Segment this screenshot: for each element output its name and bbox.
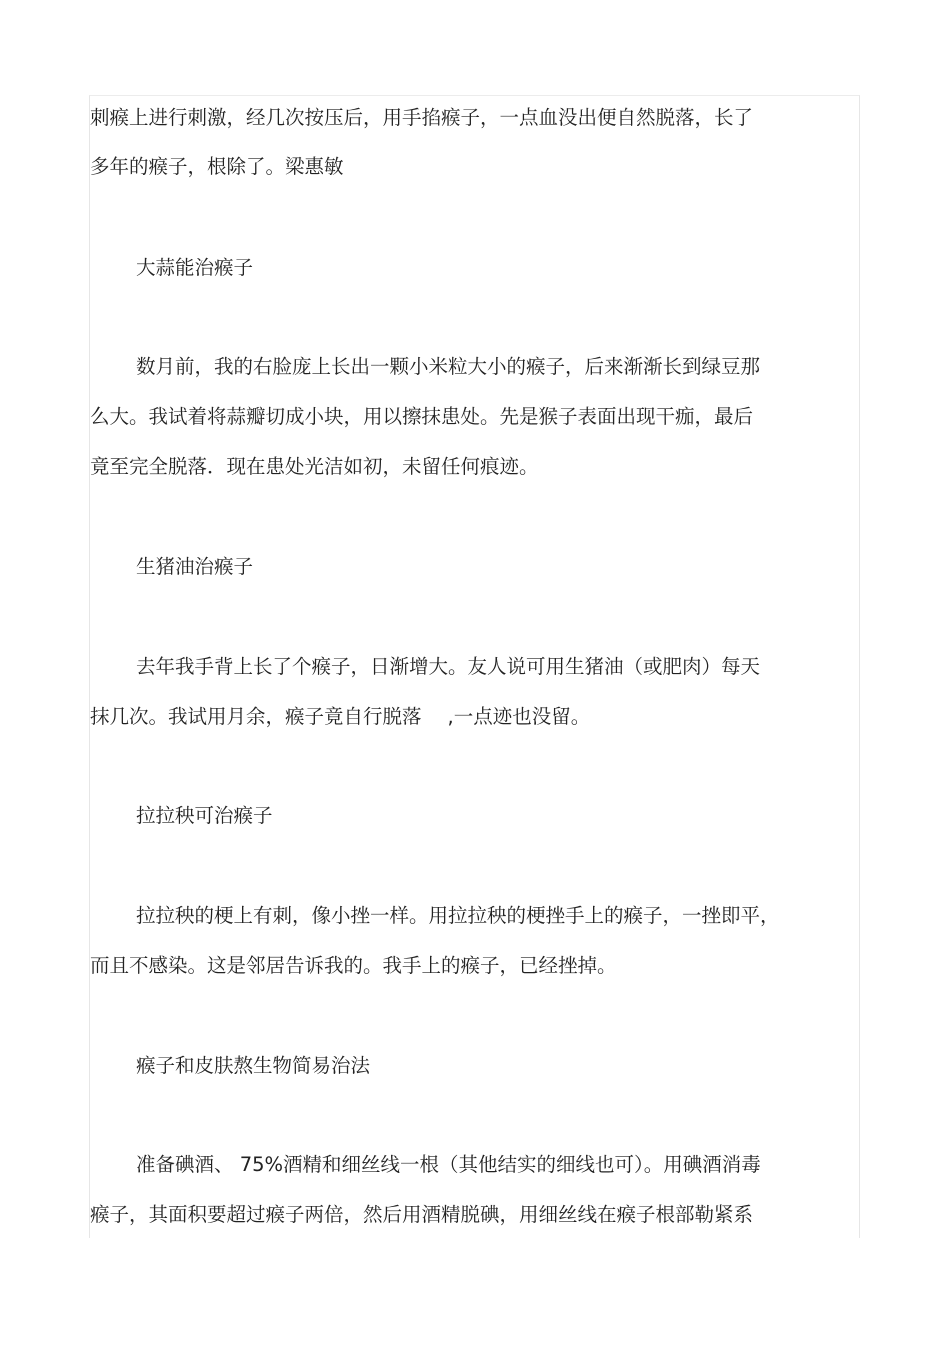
paragraph-line bbox=[90, 705, 590, 729]
paragraph-line: 准备碘酒、 75%酒精和细丝线一根（其他结实的细线也可）。用碘酒消毒 bbox=[136, 1153, 761, 1176]
paragraph-line: 瘊子，其面积要超过瘊子两倍，然后用酒精脱碘，用细丝线在瘊子根部勒紧系 bbox=[90, 1203, 754, 1226]
section-heading: 拉拉秧可治瘊子 bbox=[136, 804, 273, 827]
paragraph-fragment: ,一点迹也没留。 bbox=[447, 705, 591, 728]
paragraph-line: 么大。我试着将蒜瓣切成小块，用以擦抹患处。先是猴子表面出现干痂，最后 bbox=[90, 405, 754, 428]
paragraph-line: 竟至完全脱落．现在患处光洁如初，未留任何痕迹。 bbox=[90, 455, 539, 478]
paragraph-line: 去年我手背上长了个瘊子，日渐增大。友人说可用生猪油（或肥肉）每天 bbox=[136, 655, 761, 678]
paragraph-line: 多年的瘊子，根除了。梁惠敏 bbox=[90, 155, 344, 178]
section-heading: 生猪油治瘊子 bbox=[136, 555, 254, 578]
paragraph-line: 拉拉秧的梗上有刺，像小挫一样。用拉拉秧的梗挫手上的瘊子，一挫即平， bbox=[136, 904, 780, 927]
section-heading: 瘊子和皮肤熬生物简易治法 bbox=[136, 1054, 371, 1077]
paragraph-line: 而且不感染。这是邻居告诉我的。我手上的瘊子，已经挫掉。 bbox=[90, 954, 617, 977]
paragraph-line: 刺瘊上进行刺激，经几次按压后，用手掐瘊子，一点血没出便自然脱落，长了 bbox=[90, 106, 754, 129]
paragraph-fragment: 抹几次。我试用月余，瘊子竟自行脱落 bbox=[90, 705, 422, 728]
section-heading: 大蒜能治瘊子 bbox=[136, 256, 254, 279]
paragraph-line: 数月前，我的右脸庞上长出一颗小米粒大小的瘊子，后来渐渐长到绿豆那 bbox=[136, 355, 761, 378]
